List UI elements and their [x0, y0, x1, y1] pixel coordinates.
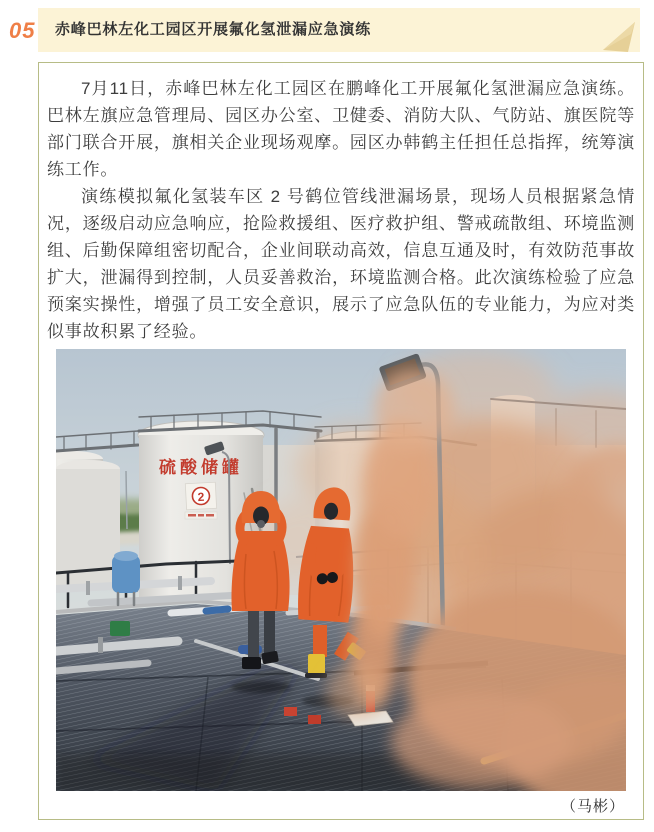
article-paragraph-1: 7月11日，赤峰巴林左化工园区在鹏峰化工开展氟化氢泄漏应急演练。巴林左旗应急管理局、园区办公室、卫健委、消防大队、气防站、旗医院等部门联合开展，旗相关企业现场观摩。园区办韩鹤主任担任总指挥，统筹演练工作。 [47, 79, 635, 179]
title-banner [38, 8, 640, 52]
drill-photo-illustration [56, 349, 626, 791]
tank-number-text: 2 [197, 489, 205, 505]
red-canister [308, 715, 321, 724]
tank-number-sign [185, 482, 216, 510]
banner-fold-corner-icon [601, 20, 637, 52]
green-valve [110, 621, 130, 636]
article-paragraph-2: 演练模拟氟化氢装车区 2 号鹤位管线泄漏场景，现场人员根据紧急情况，逐级启动应急响应，抢险救援组、医疗救护组、警戒疏散组、环境监测组、后勤保障组密切配合，企业间联动高效，信息互通及时，有效防范事故扩大，泄漏得到控制，人员妥善救治，环境监测合格。此次演练检验了应急预案实操性，增强了员工安全意识，展示了应急队伍的专业能力，为应对类似事故积累了经验。 [47, 187, 635, 341]
drill-photo [56, 349, 626, 791]
section-header [0, 8, 654, 52]
page-title: 赤峰巴林左化工园区开展氟化氢泄漏应急演练 [55, 21, 372, 38]
article-box [38, 62, 644, 820]
byline: （马彬） [560, 798, 625, 815]
red-canister [284, 707, 297, 716]
section-number: 05 [9, 18, 36, 43]
tank-label-text: 硫酸储罐 [159, 458, 243, 477]
